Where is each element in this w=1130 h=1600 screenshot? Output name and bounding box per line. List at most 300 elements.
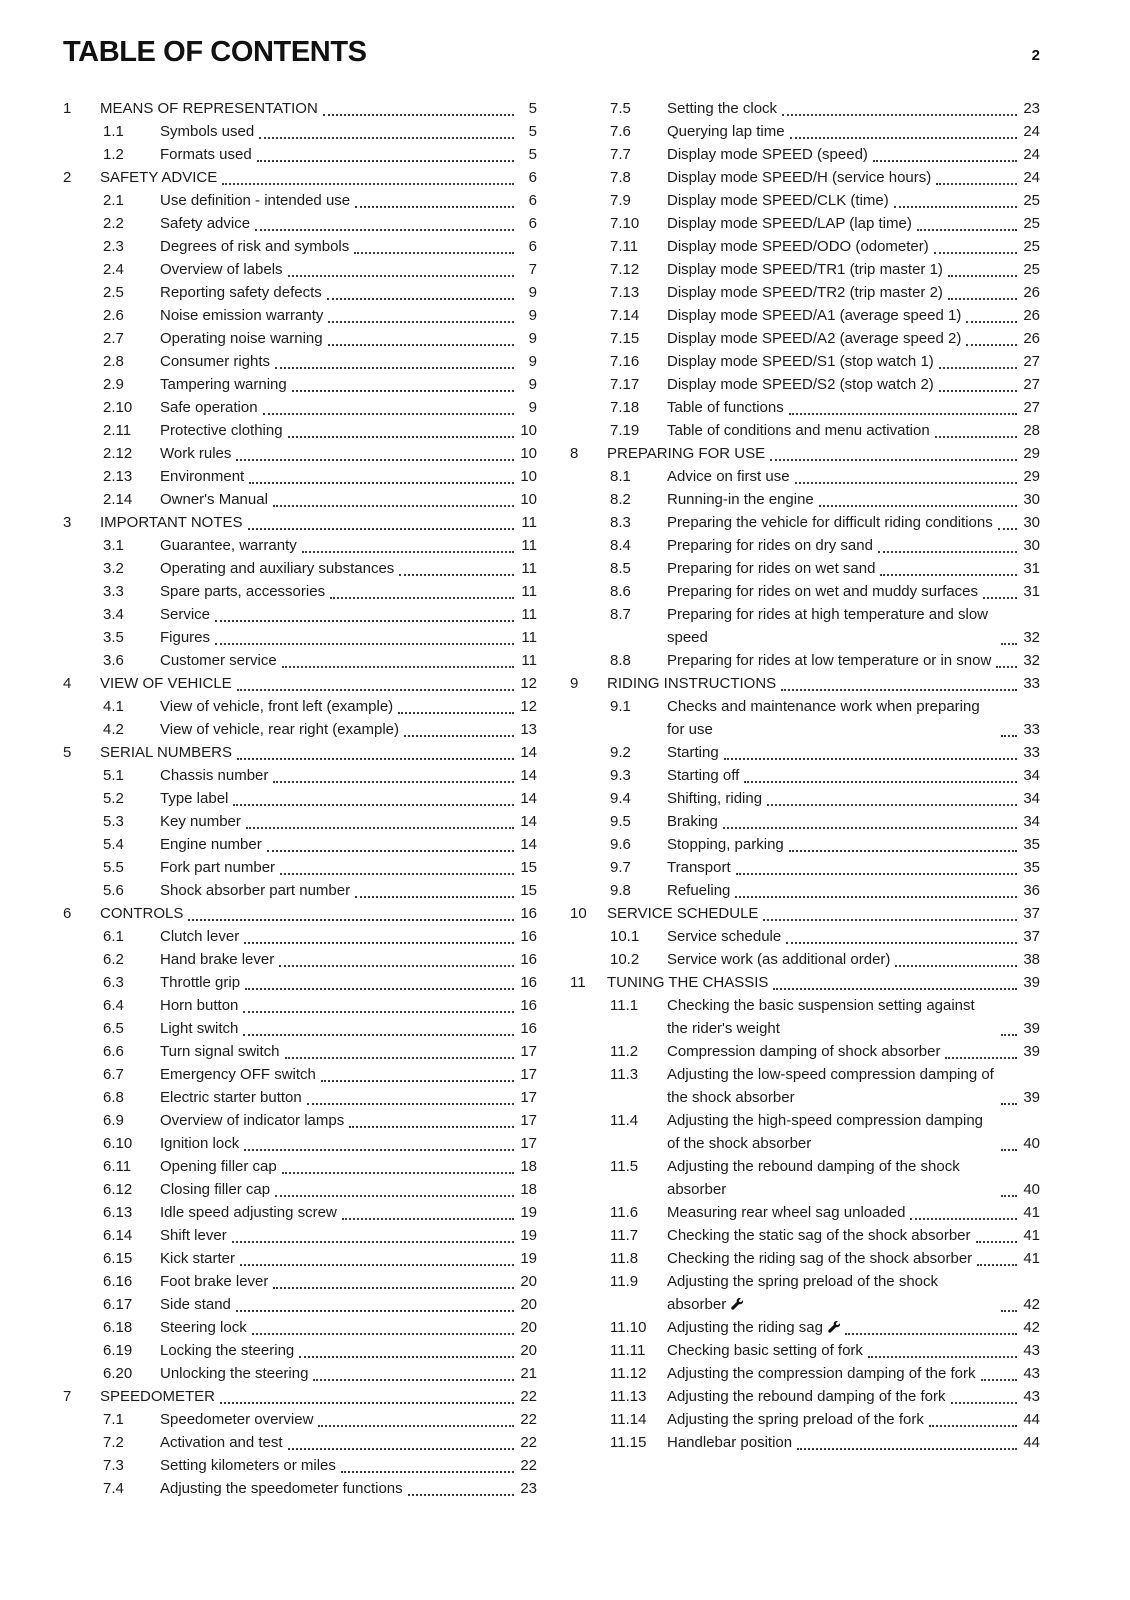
leader-dots [244,1149,514,1151]
toc-entry-label: Hand brake lever [160,951,275,968]
toc-entry-number: 6.16 [103,1273,133,1290]
toc-entry-page: 5 [528,123,537,140]
toc-entry-page: 39 [1023,1043,1040,1060]
toc-entry-number: 2.5 [103,284,124,301]
toc-entry-label: Display mode SPEED/ODO (odometer) [667,238,929,255]
toc-entry-number: 5.4 [103,836,124,853]
leader-dots [735,896,1017,898]
toc-entry-row [570,419,1040,442]
toc-entry-row [63,1155,537,1178]
toc-entry-number: 3.5 [103,629,124,646]
toc-entry-number: 9.8 [610,882,631,899]
page-number: 2 [1031,47,1040,64]
toc-entry-page: 20 [520,1296,537,1313]
toc-entry-page: 6 [528,192,537,209]
toc-entry-row [63,1109,537,1132]
toc-chapter-row [63,166,537,189]
toc-entry-number: 11.7 [610,1227,639,1244]
toc-entry-row [63,304,537,327]
toc-entry-row [570,925,1040,948]
wrench-icon [827,1320,840,1333]
toc-entry-page: 24 [1023,146,1040,163]
toc-entry-label: Adjusting the spring preload of the shock absorber [667,1273,939,1313]
toc-entry-number: 1.2 [103,146,124,163]
toc-entry-page: 36 [1023,882,1040,899]
leader-dots [948,298,1017,300]
toc-chapter-row [63,511,537,534]
leader-dots [404,735,514,737]
leader-dots [215,620,514,622]
toc-entry-row [63,787,537,810]
leader-dots [966,344,1017,346]
toc-entry-number: 7.17 [610,376,640,393]
leader-dots [282,666,514,668]
toc-entry-label: Preparing for rides at low temperature or in snow [667,652,992,669]
toc-entry-label: Service [160,606,211,623]
leader-dots [1001,1149,1017,1151]
toc-entry-label: Setting kilometers or miles [160,1457,336,1474]
toc-entry-label: Braking [667,813,718,830]
leader-dots [222,183,514,185]
toc-entry-label: Reporting safety defects [160,284,322,301]
toc-chapter-row [63,672,537,695]
toc-entry-label: Display mode SPEED/S1 (stop watch 1) [667,353,934,370]
toc-entry-label: Engine number [160,836,262,853]
leader-dots [790,137,1017,139]
toc-entry-row [63,189,537,212]
toc-entry-page: 33 [1023,675,1040,692]
toc-entry-label: Safe operation [160,399,258,416]
toc-entry-label: Degrees of risk and symbols [160,238,350,255]
leader-dots [723,827,1017,829]
toc-entry-page: 7 [528,261,537,278]
leader-dots [321,1080,514,1082]
leader-dots [279,965,514,967]
toc-entry-row [570,212,1040,235]
toc-entry-label: Preparing for rides on dry sand [667,537,873,554]
toc-entry-row [63,143,537,166]
toc-entry-row [63,810,537,833]
toc-entry-page: 26 [1023,307,1040,324]
toc-entry-row [570,1109,1040,1155]
toc-entry-page: 11 [521,514,537,531]
leader-dots [1001,1195,1017,1197]
toc-entry-page: 38 [1023,951,1040,968]
toc-entry-row [63,1224,537,1247]
toc-entry-label: Adjusting the low-speed compression damping of the shock absorber [667,1066,994,1106]
toc-entry-row [63,1132,537,1155]
toc-entry-page: 17 [520,1112,537,1129]
toc-entry-row [63,764,537,787]
toc-entry-row [63,442,537,465]
toc-entry-page: 27 [1023,376,1040,393]
toc-entry-label: Owner's Manual [160,491,268,508]
leader-dots [398,712,514,714]
toc-entry-number: 8.8 [610,652,631,669]
toc-entry-page: 12 [520,675,537,692]
toc-entry-label: Throttle grip [160,974,241,991]
toc-entry-label: Table of conditions and menu activation [667,422,930,439]
toc-entry-row [570,1316,1040,1339]
toc-entry-page: 11 [521,537,537,554]
toc-entry-page: 19 [520,1227,537,1244]
toc-entry-page: 25 [1023,238,1040,255]
toc-entry-row [63,649,537,672]
toc-entry-row [63,350,537,373]
toc [63,97,1040,1500]
toc-entry-page: 22 [520,1388,537,1405]
toc-entry-number: 8.7 [610,606,631,623]
toc-entry-number: 9.6 [610,836,631,853]
toc-entry-number: 7.14 [610,307,640,324]
toc-entry-label: Overview of indicator lamps [160,1112,345,1129]
toc-entry-label: Display mode SPEED/TR2 (trip master 2) [667,284,943,301]
toc-entry-label: Measuring rear wheel sag unloaded [667,1204,906,1221]
toc-entry-label: Running-in the engine [667,491,814,508]
toc-entry-number: 10.2 [610,951,640,968]
leader-dots [878,551,1017,553]
toc-entry-page: 34 [1023,813,1040,830]
toc-entry-row [63,327,537,350]
toc-entry-row [63,281,537,304]
toc-entry-number: 9.1 [610,698,631,715]
toc-entry-label: Use definition - intended use [160,192,351,209]
toc-entry-number: 7.10 [610,215,640,232]
toc-entry-number: 2.3 [103,238,124,255]
leader-dots [280,873,514,875]
toc-entry-number: 11 [570,974,586,991]
toc-entry-page: 16 [520,951,537,968]
toc-entry-page: 17 [520,1066,537,1083]
toc-entry-row [570,787,1040,810]
toc-entry-number: 7.1 [103,1411,124,1428]
toc-entry-page: 17 [520,1135,537,1152]
toc-entry-number: 6.19 [103,1342,133,1359]
toc-entry-page: 10 [520,445,537,462]
toc-entry-label: SPEEDOMETER [100,1388,216,1405]
toc-entry-label: Starting off [667,767,740,784]
toc-entry-label: Foot brake lever [160,1273,269,1290]
toc-entry-number: 5.1 [103,767,124,784]
toc-entry-label: Kick starter [160,1250,236,1267]
toc-entry-label: Turn signal switch [160,1043,280,1060]
toc-entry-page: 41 [1023,1204,1040,1221]
toc-column-left [63,97,537,1500]
toc-entry-label: Tampering warning [160,376,287,393]
toc-entry-number: 7.12 [610,261,640,278]
leader-dots [220,1402,514,1404]
toc-entry-page: 22 [520,1457,537,1474]
toc-entry-page: 9 [528,399,537,416]
toc-entry-page: 41 [1023,1227,1040,1244]
leader-dots [782,114,1017,116]
toc-entry-row [63,557,537,580]
toc-entry-label: Shift lever [160,1227,227,1244]
leader-dots [1001,1103,1017,1105]
toc-entry-row [570,741,1040,764]
leader-dots [966,321,1017,323]
page-header [63,36,1040,69]
toc-entry-label: Chassis number [160,767,269,784]
toc-entry-label: Checking the basic suspension setting against the rider's weight [667,997,975,1037]
toc-entry-page: 34 [1023,767,1040,784]
leader-dots [243,1034,514,1036]
toc-entry-page: 9 [528,284,537,301]
toc-entry-page: 40 [1023,1135,1040,1152]
toc-entry-label: Transport [667,859,731,876]
toc-entry-row [63,695,537,718]
toc-entry-page: 35 [1023,859,1040,876]
leader-dots [275,1195,514,1197]
toc-entry-label: Locking the steering [160,1342,295,1359]
toc-entry-row [63,833,537,856]
toc-entry-label: Work rules [160,445,232,462]
wrench-icon [730,1297,743,1310]
toc-entry-row [570,281,1040,304]
toc-entry-label: Light switch [160,1020,239,1037]
toc-entry-page: 18 [520,1181,537,1198]
toc-entry-page: 20 [520,1319,537,1336]
toc-entry-label: Starting [667,744,719,761]
toc-entry-label: Side stand [160,1296,231,1313]
toc-entry-number: 11.15 [610,1434,647,1451]
toc-entry-label: Refueling [667,882,731,899]
leader-dots [917,229,1017,231]
toc-entry-label: Display mode SPEED/A2 (average speed 2) [667,330,962,347]
toc-entry-number: 4.1 [103,698,124,715]
toc-entry-page: 5 [528,100,537,117]
leader-dots [873,160,1017,162]
toc-entry-number: 4.2 [103,721,124,738]
toc-entry-page: 44 [1023,1411,1040,1428]
leader-dots [233,804,514,806]
toc-entry-row [63,1063,537,1086]
toc-entry-page: 30 [1023,491,1040,508]
toc-entry-row [570,258,1040,281]
leader-dots [894,206,1017,208]
toc-entry-label: Adjusting the spring preload of the fork [667,1411,924,1428]
toc-entry-page: 16 [520,974,537,991]
leader-dots [318,1425,514,1427]
toc-entry-number: 3.2 [103,560,124,577]
toc-entry-row [570,1155,1040,1201]
toc-entry-page: 11 [521,560,537,577]
toc-entry-number: 10.1 [610,928,640,945]
toc-entry-page: 34 [1023,790,1040,807]
leader-dots [929,1425,1017,1427]
toc-entry-label: Activation and test [160,1434,283,1451]
toc-entry-page: 43 [1023,1342,1040,1359]
toc-entry-label: Advice on first use [667,468,790,485]
leader-dots [977,1264,1017,1266]
toc-entry-row [63,1293,537,1316]
leader-dots [789,413,1017,415]
toc-entry-page: 14 [520,836,537,853]
toc-entry-page: 14 [520,767,537,784]
toc-entry-number: 7.15 [610,330,640,347]
leader-dots [767,804,1017,806]
toc-entry-page: 6 [528,215,537,232]
toc-entry-number: 6.14 [103,1227,133,1244]
toc-entry-number: 8.3 [610,514,631,531]
toc-entry-row [570,580,1040,603]
leader-dots [845,1333,1017,1335]
toc-entry-row [63,718,537,741]
toc-entry-row [63,1362,537,1385]
toc-entry-number: 6.12 [103,1181,133,1198]
toc-entry-label: Display mode SPEED/LAP (lap time) [667,215,912,232]
toc-entry-page: 17 [520,1089,537,1106]
toc-entry-label: Fork part number [160,859,276,876]
toc-entry-row [63,925,537,948]
toc-entry-page: 32 [1023,652,1040,669]
toc-chapter-row [570,971,1040,994]
toc-entry-number: 11.1 [610,997,639,1014]
toc-entry-number: 9.7 [610,859,631,876]
toc-entry-number: 6.8 [103,1089,124,1106]
toc-entry-label: PREPARING FOR USE [607,445,766,462]
toc-entry-row [570,1385,1040,1408]
toc-entry-page: 12 [520,698,537,715]
leader-dots [895,965,1017,967]
toc-entry-page: 23 [1023,100,1040,117]
toc-entry-label: Checking the riding sag of the shock absorber [667,1250,973,1267]
leader-dots [951,1402,1017,1404]
toc-entry-number: 2.4 [103,261,124,278]
toc-chapter-row [63,902,537,925]
toc-entry-number: 11.11 [610,1342,646,1359]
leader-dots [868,1356,1017,1358]
toc-entry-label: View of vehicle, rear right (example) [160,721,399,738]
toc-entry-page: 22 [520,1411,537,1428]
toc-entry-number: 11.8 [610,1250,639,1267]
toc-entry-row [570,488,1040,511]
toc-entry-label: Protective clothing [160,422,283,439]
toc-entry-row [570,557,1040,580]
toc-entry-number: 6.5 [103,1020,124,1037]
toc-entry-page: 6 [528,169,537,186]
toc-entry-page: 28 [1023,422,1040,439]
toc-entry-page: 10 [520,468,537,485]
toc-entry-row [570,994,1040,1040]
toc-entry-page: 43 [1023,1365,1040,1382]
leader-dots [819,505,1017,507]
leader-dots [1001,735,1017,737]
toc-entry-page: 29 [1023,445,1040,462]
toc-entry-page: 43 [1023,1388,1040,1405]
toc-entry-number: 3.3 [103,583,124,600]
toc-entry-label: Display mode SPEED/TR1 (trip master 1) [667,261,943,278]
toc-entry-row [63,1017,537,1040]
toc-entry-row [63,580,537,603]
toc-entry-label: Horn button [160,997,239,1014]
toc-entry-label: Compression damping of shock absorber [667,1043,941,1060]
toc-entry-page: 17 [520,1043,537,1060]
toc-entry-page: 9 [528,376,537,393]
leader-dots [408,1494,514,1496]
leader-dots [976,1241,1017,1243]
toc-entry-label: Closing filler cap [160,1181,271,1198]
leader-dots [244,942,514,944]
toc-entry-page: 33 [1023,744,1040,761]
toc-entry-page: 30 [1023,514,1040,531]
toc-entry-row [63,120,537,143]
toc-entry-page: 30 [1023,537,1040,554]
toc-entry-label: Adjusting the riding sag [667,1316,840,1339]
toc-entry-row [570,948,1040,971]
toc-entry-number: 11.10 [610,1319,647,1336]
toc-entry-row [570,879,1040,902]
toc-entry-row [63,1247,537,1270]
toc-entry-row [63,1477,537,1500]
leader-dots [257,160,514,162]
toc-entry-label: Adjusting the rebound damping of the fork [667,1388,946,1405]
leader-dots [770,459,1017,461]
toc-entry-number: 9.2 [610,744,631,761]
toc-entry-page: 10 [520,491,537,508]
toc-entry-page: 18 [520,1158,537,1175]
toc-entry-label: Ignition lock [160,1135,240,1152]
toc-entry-label: Service work (as additional order) [667,951,891,968]
toc-entry-number: 5 [63,744,72,761]
toc-entry-number: 1.1 [103,123,124,140]
toc-entry-row [63,1178,537,1201]
toc-entry-label: VIEW OF VEHICLE [100,675,232,692]
toc-entry-label: Environment [160,468,245,485]
toc-entry-row [570,143,1040,166]
toc-entry-page: 23 [520,1480,537,1497]
toc-entry-label: Display mode SPEED/A1 (average speed 1) [667,307,962,324]
toc-entry-page: 16 [520,905,537,922]
toc-entry-row [63,856,537,879]
toc-entry-label: SERIAL NUMBERS [100,744,232,761]
toc-entry-row [570,373,1040,396]
leader-dots [349,1126,514,1128]
leader-dots [313,1379,514,1381]
toc-entry-number: 11.2 [610,1043,639,1060]
toc-entry-label: SAFETY ADVICE [100,169,218,186]
toc-entry-number: 9.4 [610,790,631,807]
toc-entry-label: Shock absorber part number [160,882,351,899]
toc-entry-label: Setting the clock [667,100,778,117]
toc-entry-page: 9 [528,307,537,324]
toc-entry-page: 14 [520,744,537,761]
toc-entry-row [63,626,537,649]
toc-entry-number: 6.3 [103,974,124,991]
toc-entry-number: 6.18 [103,1319,133,1336]
toc-chapter-row [570,902,1040,925]
toc-entry-number: 7.16 [610,353,640,370]
toc-entry-label: Figures [160,629,211,646]
toc-entry-number: 8.6 [610,583,631,600]
toc-entry-label: Noise emission warranty [160,307,324,324]
toc-entry-label: Preparing the vehicle for difficult riding conditions [667,514,993,531]
toc-entry-number: 2.12 [103,445,133,462]
toc-entry-label: Adjusting the compression damping of the fork [667,1365,976,1382]
toc-entry-label: Stopping, parking [667,836,784,853]
toc-entry-label: Speedometer overview [160,1411,314,1428]
toc-entry-row [570,810,1040,833]
toc-entry-number: 6.11 [103,1158,132,1175]
toc-chapter-row [570,672,1040,695]
toc-entry-row [570,1063,1040,1109]
toc-entry-row [570,1270,1040,1316]
toc-entry-page: 20 [520,1342,537,1359]
toc-entry-row [63,1086,537,1109]
toc-entry-number: 6.13 [103,1204,133,1221]
toc-entry-number: 9.5 [610,813,631,830]
toc-entry-page: 22 [520,1434,537,1451]
